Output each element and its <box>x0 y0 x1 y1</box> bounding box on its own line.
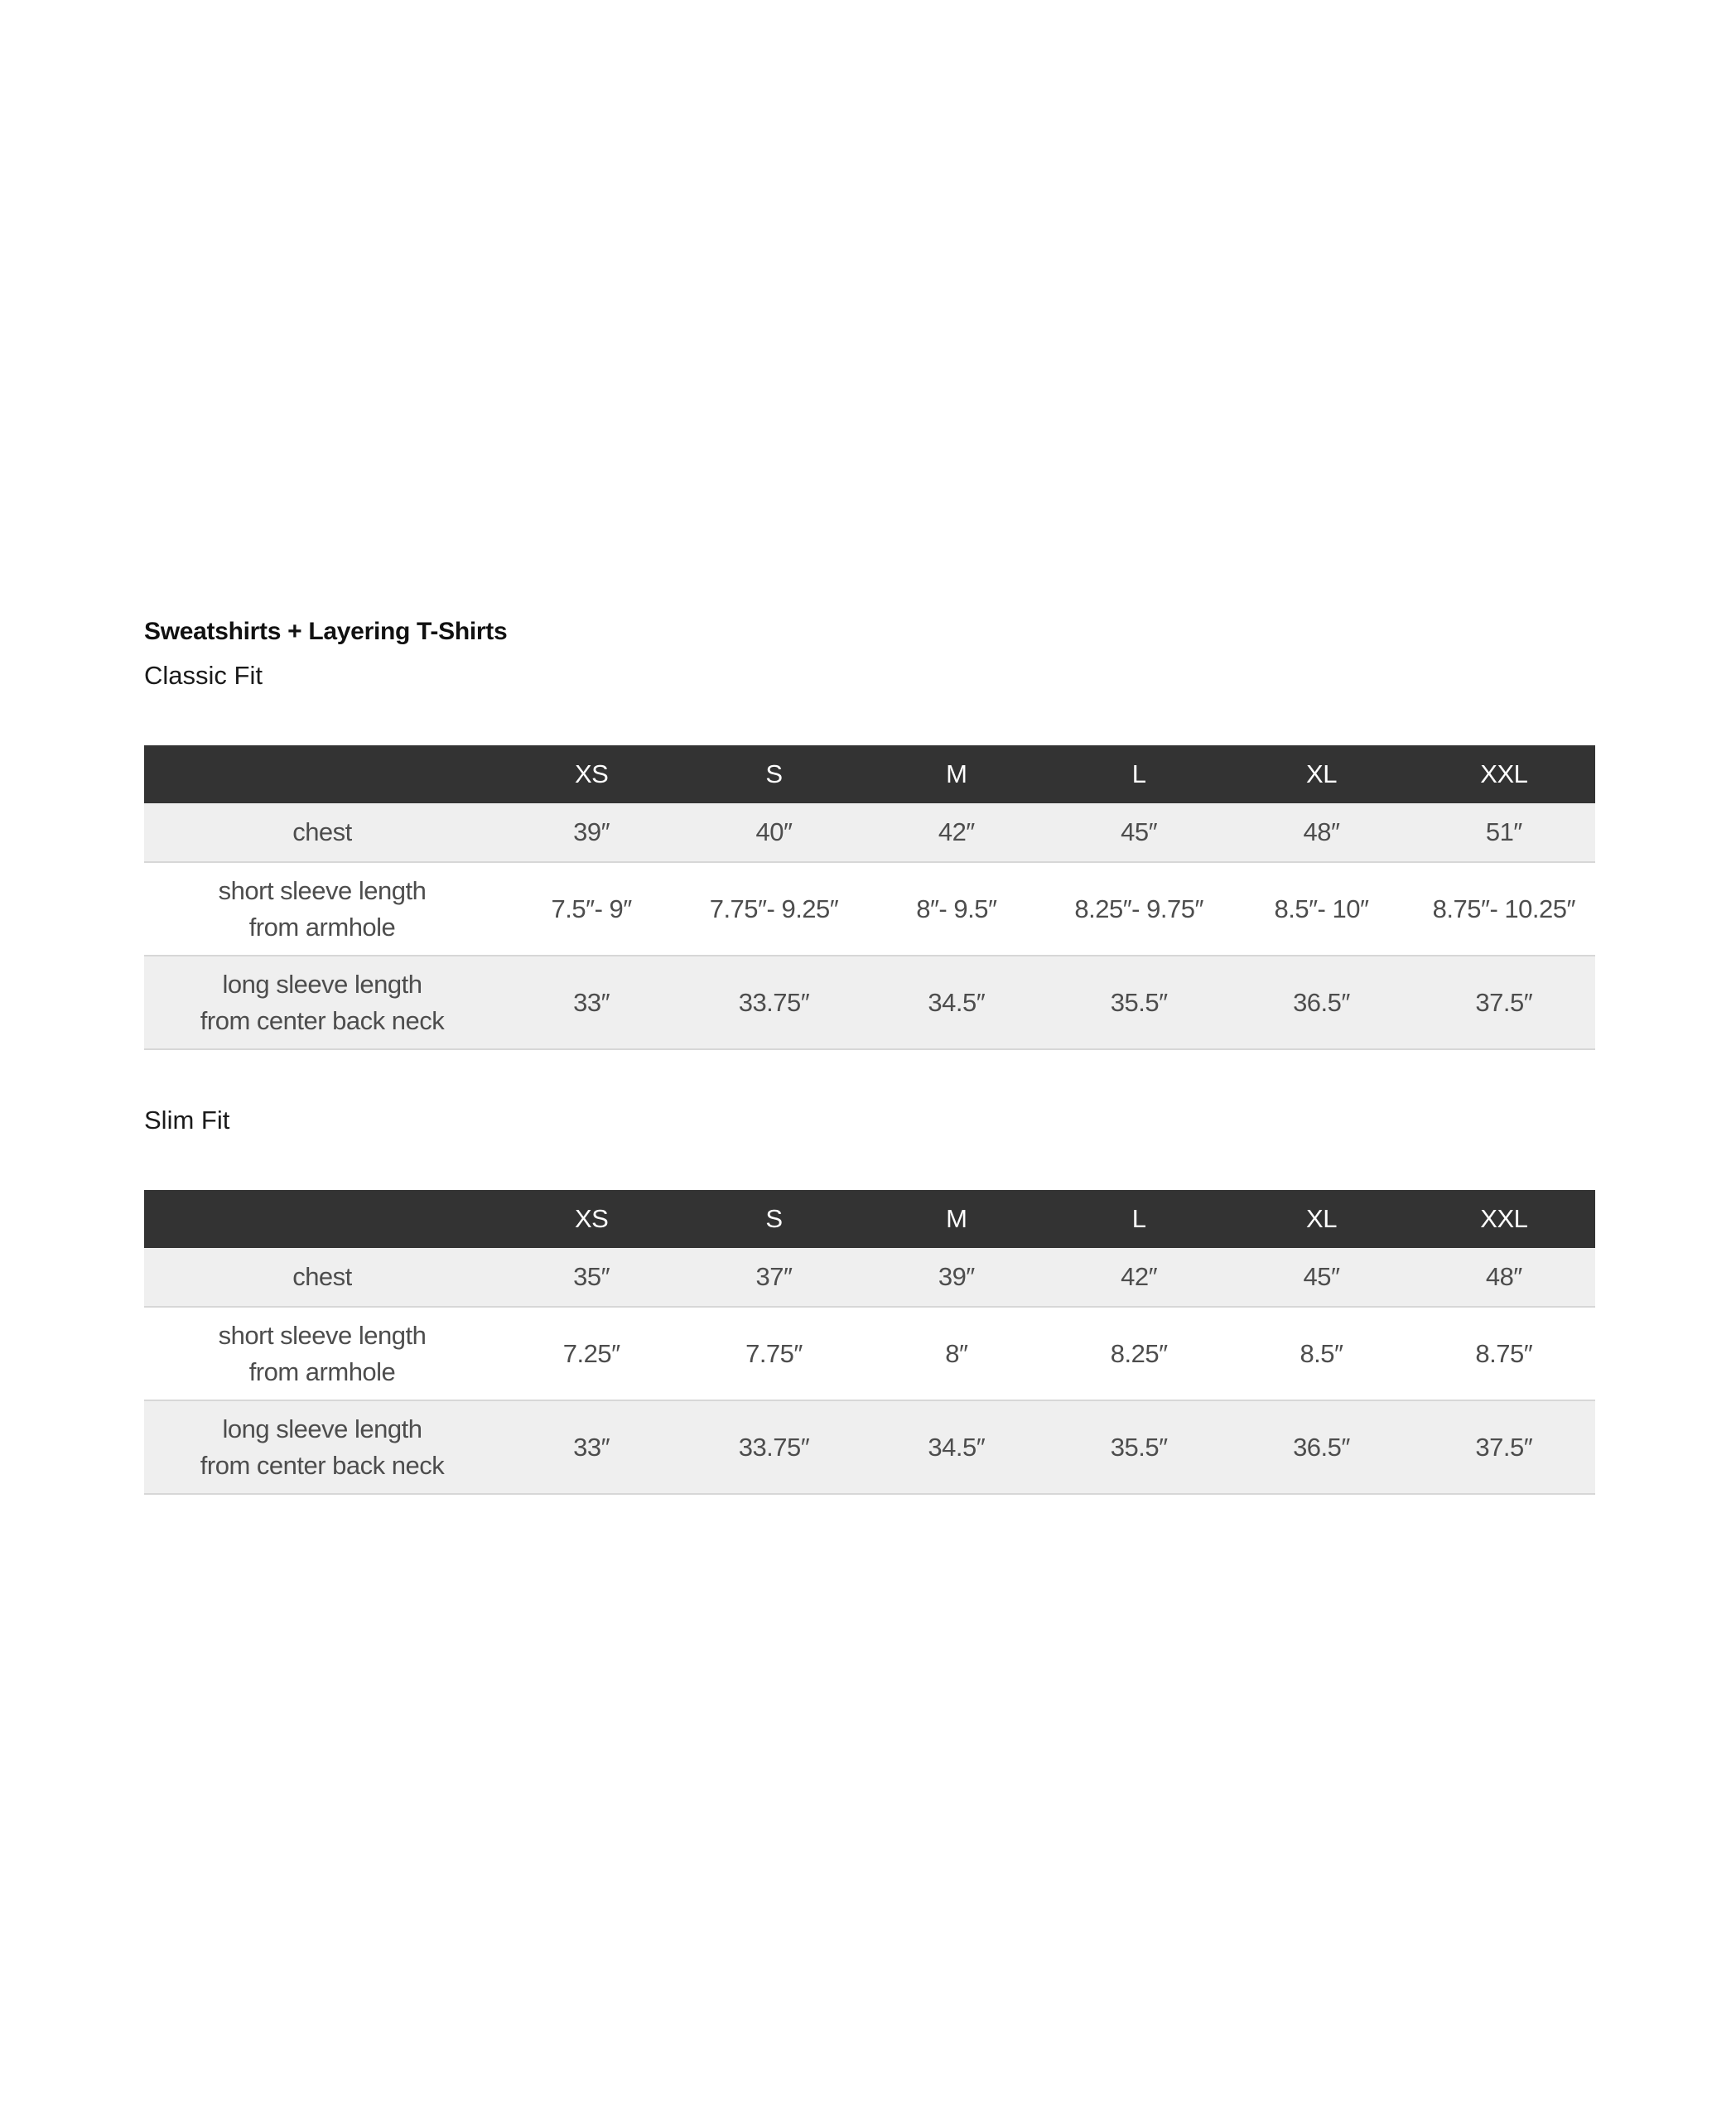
row-label-line: chest <box>292 1262 352 1291</box>
row-label-chest <box>144 1248 500 1307</box>
table-header-row <box>144 1190 1595 1248</box>
table-cell: 48″ <box>1230 803 1412 862</box>
table-cell: 7.5″- 9″ <box>500 862 682 956</box>
row-label-line: short sleeve length <box>218 1320 427 1350</box>
table-cell: 7.25″ <box>500 1307 682 1400</box>
size-header-l: L <box>1131 759 1146 788</box>
slim-fit-table <box>144 1190 1595 1495</box>
row-label-short-sleeve <box>144 1307 500 1400</box>
table-cell: 8.5″- 10″ <box>1230 862 1412 956</box>
size-header-xl: XL <box>1306 1204 1337 1233</box>
size-header-s: S <box>765 759 783 788</box>
table-cell: 42″ <box>866 803 1048 862</box>
table-cell: 34.5″ <box>866 956 1048 1049</box>
table-cell: 51″ <box>1413 803 1595 862</box>
table-row-short-sleeve <box>144 862 1595 956</box>
table-cell: 45″ <box>1048 803 1230 862</box>
table-cell: 48″ <box>1413 1248 1595 1307</box>
table-cell: 37.5″ <box>1413 1400 1595 1494</box>
row-label-chest <box>144 803 500 862</box>
size-header-xs: XS <box>574 1204 609 1233</box>
table-cell: 39″ <box>500 803 682 862</box>
table-cell: 8″ <box>866 1307 1048 1400</box>
table-cell: 33.75″ <box>682 1400 865 1494</box>
size-header-xxl: XXL <box>1480 1204 1528 1233</box>
size-header-m: M <box>946 1204 967 1233</box>
table-cell: 40″ <box>682 803 865 862</box>
table-cell: 39″ <box>866 1248 1048 1307</box>
header-empty-cell <box>144 745 500 803</box>
table-cell: 7.75″ <box>682 1307 865 1400</box>
row-label-line: from center back neck <box>200 1005 445 1035</box>
row-label-long-sleeve <box>144 1400 500 1494</box>
size-header-xl: XL <box>1306 759 1337 788</box>
table-cell: 42″ <box>1048 1248 1230 1307</box>
row-label-line: from center back neck <box>200 1450 445 1480</box>
page-title: Sweatshirts + Layering T-Shirts <box>144 618 508 645</box>
table-cell: 37″ <box>682 1248 865 1307</box>
table-header-row <box>144 745 1595 803</box>
table-row-chest <box>144 1248 1595 1307</box>
size-header-xxl: XXL <box>1480 759 1528 788</box>
table-cell: 37.5″ <box>1413 956 1595 1049</box>
table-cell: 7.75″- 9.25″ <box>682 862 865 956</box>
size-header-s: S <box>765 1204 783 1233</box>
table-cell: 35.5″ <box>1048 956 1230 1049</box>
table-cell: 34.5″ <box>866 1400 1048 1494</box>
table-row-chest <box>144 803 1595 862</box>
table-cell: 33″ <box>500 1400 682 1494</box>
table-cell: 36.5″ <box>1230 1400 1412 1494</box>
table-cell: 8.25″- 9.75″ <box>1048 862 1230 956</box>
row-label-line: chest <box>292 817 352 846</box>
row-label-line: from armhole <box>248 912 396 942</box>
table-cell: 45″ <box>1230 1248 1412 1307</box>
slim-fit-label: Slim Fit <box>144 1106 230 1135</box>
size-header-m: M <box>946 759 967 788</box>
size-header-l: L <box>1131 1204 1146 1233</box>
size-header-xs: XS <box>574 759 609 788</box>
table-row-short-sleeve <box>144 1307 1595 1400</box>
table-cell: 8.75″- 10.25″ <box>1413 862 1595 956</box>
table-cell: 8.5″ <box>1230 1307 1412 1400</box>
table-cell: 36.5″ <box>1230 956 1412 1049</box>
table-cell: 33.75″ <box>682 956 865 1049</box>
row-label-line: long sleeve length <box>222 969 422 999</box>
table-cell: 8.25″ <box>1048 1307 1230 1400</box>
table-cell: 35.5″ <box>1048 1400 1230 1494</box>
table-row-long-sleeve <box>144 956 1595 1049</box>
row-label-line: from armhole <box>248 1356 396 1386</box>
table-cell: 35″ <box>500 1248 682 1307</box>
table-row-long-sleeve <box>144 1400 1595 1494</box>
table-cell: 8″- 9.5″ <box>866 862 1048 956</box>
row-label-line: long sleeve length <box>222 1414 422 1443</box>
row-label-long-sleeve <box>144 956 500 1049</box>
table-cell: 8.75″ <box>1413 1307 1595 1400</box>
table-cell: 33″ <box>500 956 682 1049</box>
row-label-line: short sleeve length <box>218 875 427 905</box>
classic-fit-label: Classic Fit <box>144 661 263 690</box>
header-empty-cell <box>144 1190 500 1248</box>
classic-fit-table <box>144 745 1595 1050</box>
row-label-short-sleeve <box>144 862 500 956</box>
